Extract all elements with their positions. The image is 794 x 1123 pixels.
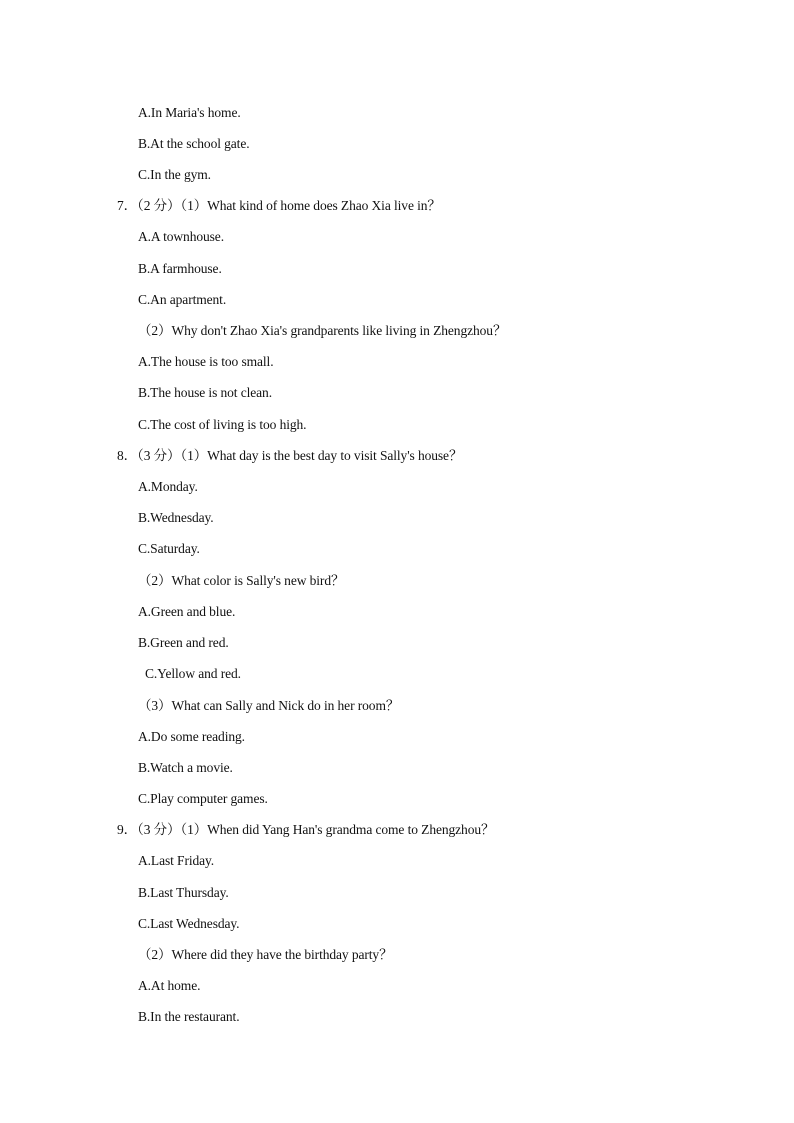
option-line: B.Last Thursday. [138,885,229,900]
question-8-line: 8．（3 分）（1）What day is the best day to visit Sally's house？ [117,448,463,463]
option-line: A.Green and blue. [138,604,236,619]
option-line: C.Yellow and red. [145,666,241,681]
option-line: A.Monday. [138,479,198,494]
option-line: A.At home. [138,978,201,993]
option-line: A.The house is too small. [138,354,274,369]
option-line: B.The house is not clean. [138,385,272,400]
subquestion-line: （2）Where did they have the birthday party？ [138,947,393,962]
option-line: B.Green and red. [138,635,229,650]
option-line: A.A townhouse. [138,229,224,244]
option-line: B.Watch a movie. [138,760,233,775]
option-line: C.An apartment. [138,292,227,307]
option-line: C.In the gym. [138,167,211,182]
option-line: C.Saturday. [138,541,200,556]
option-line: B.Wednesday. [138,510,214,525]
option-line: C.The cost of living is too high. [138,417,307,432]
subquestion-line: （3）What can Sally and Nick do in her room？ [138,698,400,713]
option-line: B.In the restaurant. [138,1009,240,1024]
option-line: B.At the school gate. [138,136,250,151]
option-line: A.Do some reading. [138,729,245,744]
subquestion-line: （2）What color is Sally's new bird？ [138,573,345,588]
option-line: B.A farmhouse. [138,261,222,276]
option-line: A.In Maria's home. [138,105,241,120]
option-line: C.Last Wednesday. [138,916,240,931]
question-9-line: 9．（3 分）（1）When did Yang Han's grandma come to Zhengzhou？ [117,822,495,837]
option-line: C.Play computer games. [138,791,268,806]
question-7-line: 7．（2 分）（1）What kind of home does Zhao Xia live in？ [117,198,441,213]
option-line: A.Last Friday. [138,853,215,868]
subquestion-line: （2）Why don't Zhao Xia's grandparents like living in Zhengzhou？ [138,323,507,338]
